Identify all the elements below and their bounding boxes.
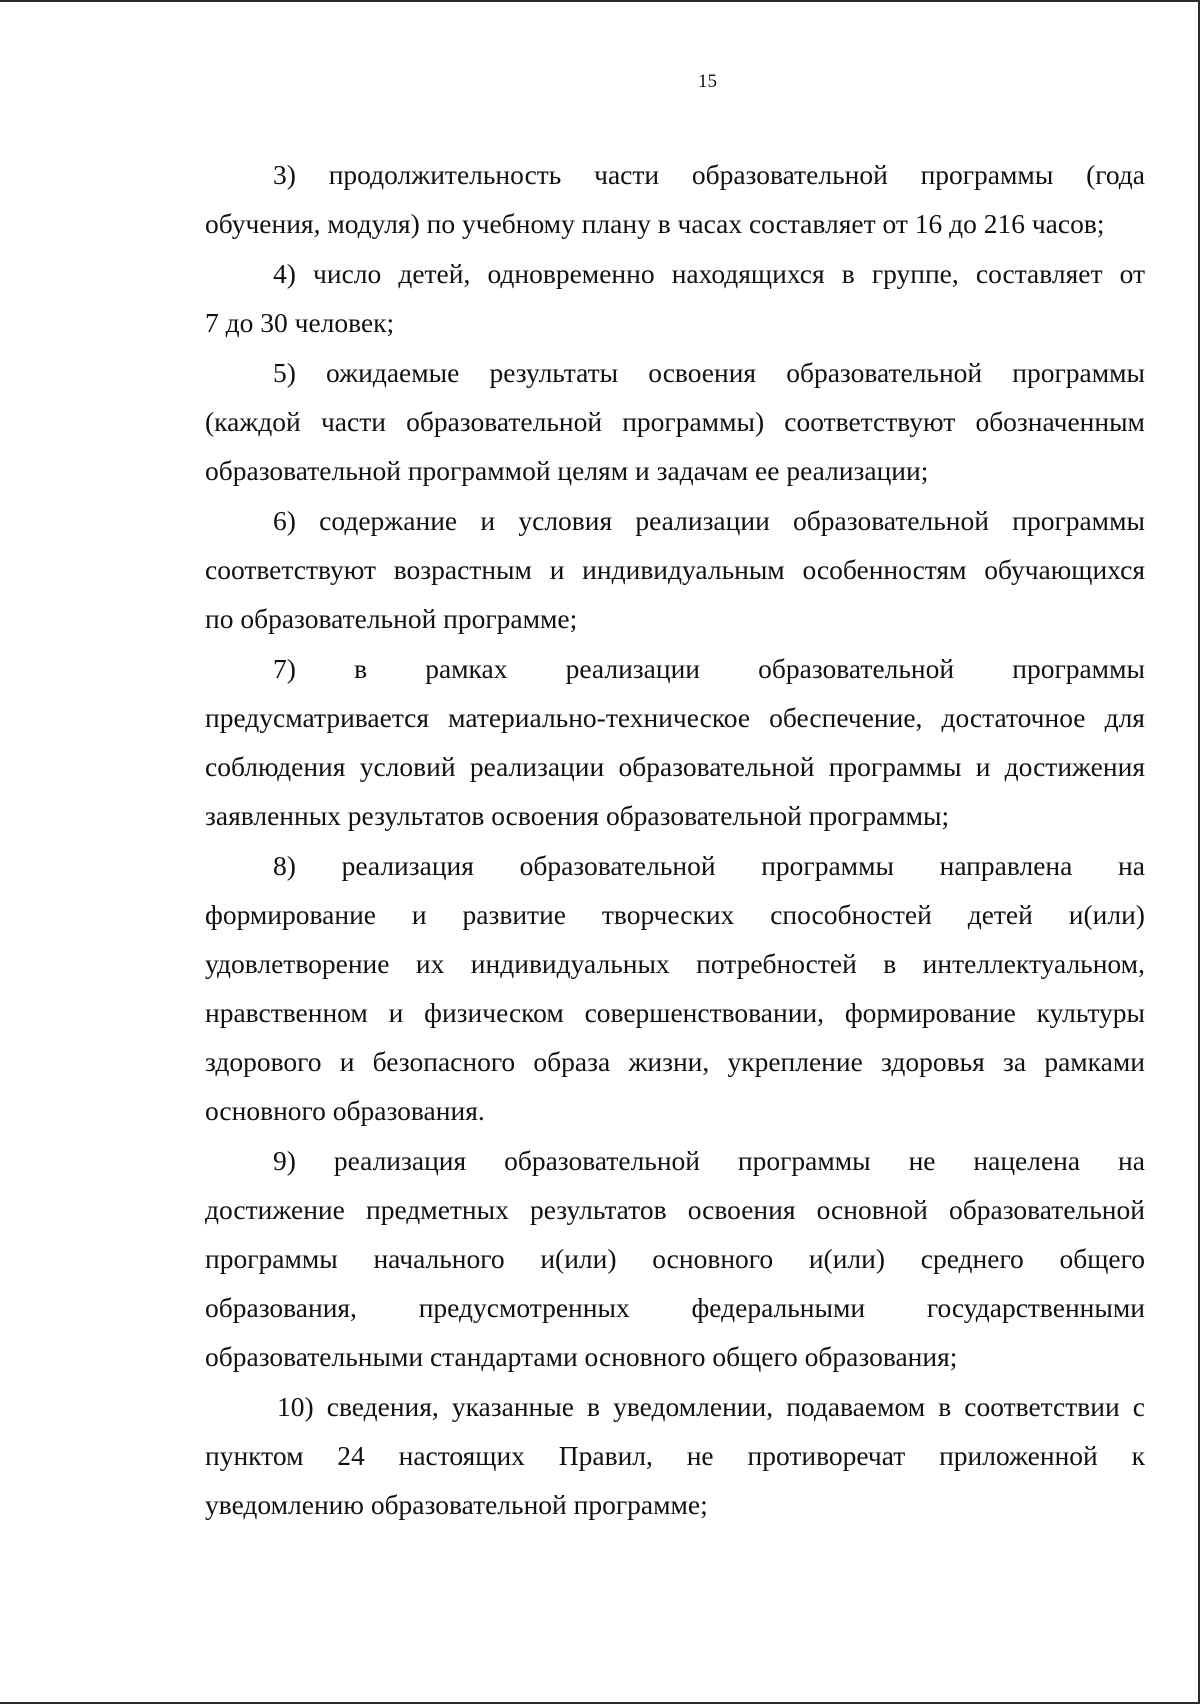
word: в xyxy=(938,1391,952,1422)
word: программы xyxy=(205,1243,338,1274)
word: укрепление xyxy=(727,1046,863,1077)
list-item-first-line xyxy=(205,644,1145,693)
word: (года xyxy=(1086,159,1145,190)
word: уведомлении, xyxy=(613,1391,774,1422)
word: 24 xyxy=(337,1440,365,1471)
word: подаваемом xyxy=(786,1391,926,1422)
word: обозначенным xyxy=(975,406,1145,437)
list-item-line xyxy=(205,298,1145,347)
word: и(или) xyxy=(540,1243,617,1274)
word: и xyxy=(975,751,991,782)
line-text: 7 до 30 человек; xyxy=(205,307,395,338)
list-item-line xyxy=(205,199,1145,248)
word: на xyxy=(1118,850,1145,881)
word: направлена xyxy=(939,850,1073,881)
list-item xyxy=(205,841,1145,1135)
word: образовательной xyxy=(519,850,716,881)
list-item-number: 4) xyxy=(273,258,296,289)
word: совершенствовании, xyxy=(584,997,825,1028)
list-item-line xyxy=(205,1185,1145,1234)
list-item-line xyxy=(205,397,1145,446)
list-item xyxy=(205,496,1145,643)
word: не xyxy=(686,1440,714,1471)
word: предметных xyxy=(365,1194,509,1225)
word: программы xyxy=(1012,357,1145,388)
word: индивидуальным xyxy=(582,554,785,585)
word: нравственном xyxy=(205,997,368,1028)
word: составляет xyxy=(975,258,1103,289)
word: физическом xyxy=(424,997,564,1028)
word: образования, xyxy=(205,1292,357,1323)
word: общего xyxy=(1059,1243,1145,1274)
word: Правил, xyxy=(558,1440,653,1471)
word: программы) xyxy=(622,406,765,437)
word: и xyxy=(480,505,496,536)
word: и xyxy=(388,997,404,1028)
word: приложенной xyxy=(939,1440,1098,1471)
document-body xyxy=(205,150,1145,1530)
word: в xyxy=(883,948,897,979)
word: на xyxy=(1118,1145,1145,1176)
word: образовательной xyxy=(758,653,955,684)
word: пунктом xyxy=(205,1440,304,1471)
word: реализации xyxy=(635,505,770,536)
word: программы xyxy=(920,159,1054,190)
list-item xyxy=(205,1382,1145,1529)
word: образовательной xyxy=(949,1194,1145,1225)
word: реализации xyxy=(565,653,701,684)
word: сведения, xyxy=(326,1391,439,1422)
word: обеспечение, xyxy=(769,702,923,733)
word: реализация xyxy=(341,850,474,881)
list-item-line xyxy=(205,890,1145,939)
word: и xyxy=(411,899,427,930)
list-item-first-line xyxy=(205,496,1145,545)
word: рамках xyxy=(425,653,508,684)
list-item-number: 9) xyxy=(273,1145,296,1176)
word: от xyxy=(1119,258,1145,289)
word: к xyxy=(1131,1440,1145,1471)
list-item-line xyxy=(205,1332,1145,1381)
word: образовательной xyxy=(691,159,888,190)
word: продолжительность xyxy=(328,159,562,190)
list-item-line xyxy=(205,1234,1145,1283)
list-item-number: 7) xyxy=(273,653,296,684)
word: особенностям xyxy=(802,554,967,585)
word: потребностей xyxy=(696,948,857,979)
word: и xyxy=(549,554,565,585)
list-item xyxy=(205,1136,1145,1381)
word: для xyxy=(1104,702,1145,733)
list-item-line xyxy=(205,693,1145,742)
word: противоречат xyxy=(747,1440,906,1471)
word: соответствии xyxy=(964,1391,1120,1422)
word: безопасного xyxy=(372,1046,516,1077)
list-item-line xyxy=(205,1431,1145,1480)
word: развитие xyxy=(462,899,566,930)
word: программы xyxy=(1012,653,1145,684)
list-item xyxy=(205,644,1145,840)
word: основного xyxy=(652,1243,774,1274)
list-item-line xyxy=(205,1086,1145,1135)
list-item-line xyxy=(205,1037,1145,1086)
word: здоровья xyxy=(881,1046,985,1077)
word: результатов xyxy=(529,1194,667,1225)
word: в xyxy=(841,258,855,289)
word: здорового xyxy=(205,1046,322,1077)
list-item-first-line xyxy=(205,249,1145,298)
word: соответствуют xyxy=(205,554,376,585)
word: программы xyxy=(761,850,894,881)
scan-border-top xyxy=(0,0,1200,2)
word: достижения xyxy=(1004,751,1145,782)
word: настоящих xyxy=(398,1440,525,1471)
word: рамками xyxy=(1044,1046,1145,1077)
list-item-line xyxy=(205,939,1145,988)
word: возрастным xyxy=(393,554,532,585)
list-item-first-line xyxy=(205,150,1145,199)
list-item-first-line xyxy=(205,348,1145,397)
word: число xyxy=(313,258,382,289)
line-text: основного образования. xyxy=(205,1095,485,1126)
word: предусматривается xyxy=(205,702,430,733)
word: программы xyxy=(1012,505,1145,536)
word: соответствуют xyxy=(784,406,956,437)
list-item xyxy=(205,150,1145,248)
word: начального xyxy=(373,1243,505,1274)
word: одновременно xyxy=(487,258,655,289)
word: освоения xyxy=(648,357,757,388)
word: федеральными xyxy=(691,1292,866,1323)
word: условия xyxy=(518,505,613,536)
list-item-number: 10) xyxy=(277,1391,314,1422)
list-item-line xyxy=(205,791,1145,840)
list-item-line xyxy=(205,446,1145,495)
page-number: 15 xyxy=(698,71,717,92)
word: детей xyxy=(967,899,1033,930)
list-item-number: 6) xyxy=(273,505,296,536)
word: результаты xyxy=(489,357,619,388)
line-text: по образовательной программе; xyxy=(205,603,578,634)
word: части xyxy=(320,406,386,437)
line-text: уведомлению образовательной программе; xyxy=(205,1489,708,1520)
word: достаточное xyxy=(941,702,1086,733)
line-text: обучения, модуля) по учебному плану в часах составляет от 16 до 216 часов; xyxy=(205,208,1105,239)
word: находящихся xyxy=(671,258,825,289)
list-item-number: 8) xyxy=(273,850,296,881)
word: образовательной xyxy=(406,406,603,437)
word: достижение xyxy=(205,1194,345,1225)
word: их xyxy=(415,948,445,979)
word: части xyxy=(594,159,660,190)
word: за xyxy=(1003,1046,1027,1077)
word: государственными xyxy=(926,1292,1145,1323)
word: обучающихся xyxy=(984,554,1145,585)
word: условий xyxy=(359,751,456,782)
word: образовательной xyxy=(786,357,983,388)
word: образовательной xyxy=(504,1145,701,1176)
word: образовательной xyxy=(618,751,815,782)
word: интеллектуальном, xyxy=(922,948,1145,979)
line-text: образовательной программой целям и задачам ее реализации; xyxy=(205,455,929,486)
word: культуры xyxy=(1036,997,1145,1028)
word: освоения xyxy=(687,1194,796,1225)
list-item xyxy=(205,249,1145,347)
word: материально-техническое xyxy=(448,702,751,733)
word: указанные xyxy=(451,1391,574,1422)
word: группе, xyxy=(871,258,959,289)
word: и(или) xyxy=(1068,899,1145,930)
word: в xyxy=(587,1391,601,1422)
word: нацелена xyxy=(973,1145,1081,1176)
word: реализация xyxy=(333,1145,467,1176)
word: детей, xyxy=(398,258,471,289)
list-item-first-line xyxy=(205,1136,1145,1185)
list-item-number: 3) xyxy=(273,159,296,190)
list-item-line xyxy=(205,1480,1145,1529)
word: способностей xyxy=(770,899,932,930)
word: индивидуальных xyxy=(470,948,670,979)
word: и xyxy=(339,1046,355,1077)
list-item-number: 5) xyxy=(273,357,296,388)
word: удовлетворение xyxy=(205,948,390,979)
word: формирование xyxy=(844,997,1016,1028)
word: реализации xyxy=(469,751,605,782)
word: (каждой xyxy=(205,406,301,437)
line-text: заявленных результатов освоения образовательной программы; xyxy=(205,800,950,831)
word: основной xyxy=(816,1194,928,1225)
word: и(или) xyxy=(808,1243,886,1274)
word: с xyxy=(1132,1391,1145,1422)
list-item-line xyxy=(205,988,1145,1037)
word: среднего xyxy=(920,1243,1024,1274)
word: программы xyxy=(737,1145,871,1176)
word: не xyxy=(908,1145,936,1176)
word: содержание xyxy=(319,505,458,536)
list-item xyxy=(205,348,1145,495)
list-item-first-line xyxy=(205,841,1145,890)
word: образовательной xyxy=(793,505,989,536)
list-item-first-line xyxy=(205,1382,1145,1431)
word: формирование xyxy=(205,899,376,930)
word: программы xyxy=(828,751,962,782)
list-item-line xyxy=(205,545,1145,594)
list-item-line xyxy=(205,594,1145,643)
line-text: образовательными стандартами основного общего образования; xyxy=(205,1341,958,1372)
word: предусмотренных xyxy=(418,1292,630,1323)
word: соблюдения xyxy=(205,751,346,782)
word: творческих xyxy=(601,899,735,930)
list-item-line xyxy=(205,1283,1145,1332)
word: в xyxy=(354,653,368,684)
list-item-line xyxy=(205,742,1145,791)
word: ожидаемые xyxy=(326,357,460,388)
word: жизни, xyxy=(628,1046,710,1077)
word: образа xyxy=(533,1046,611,1077)
